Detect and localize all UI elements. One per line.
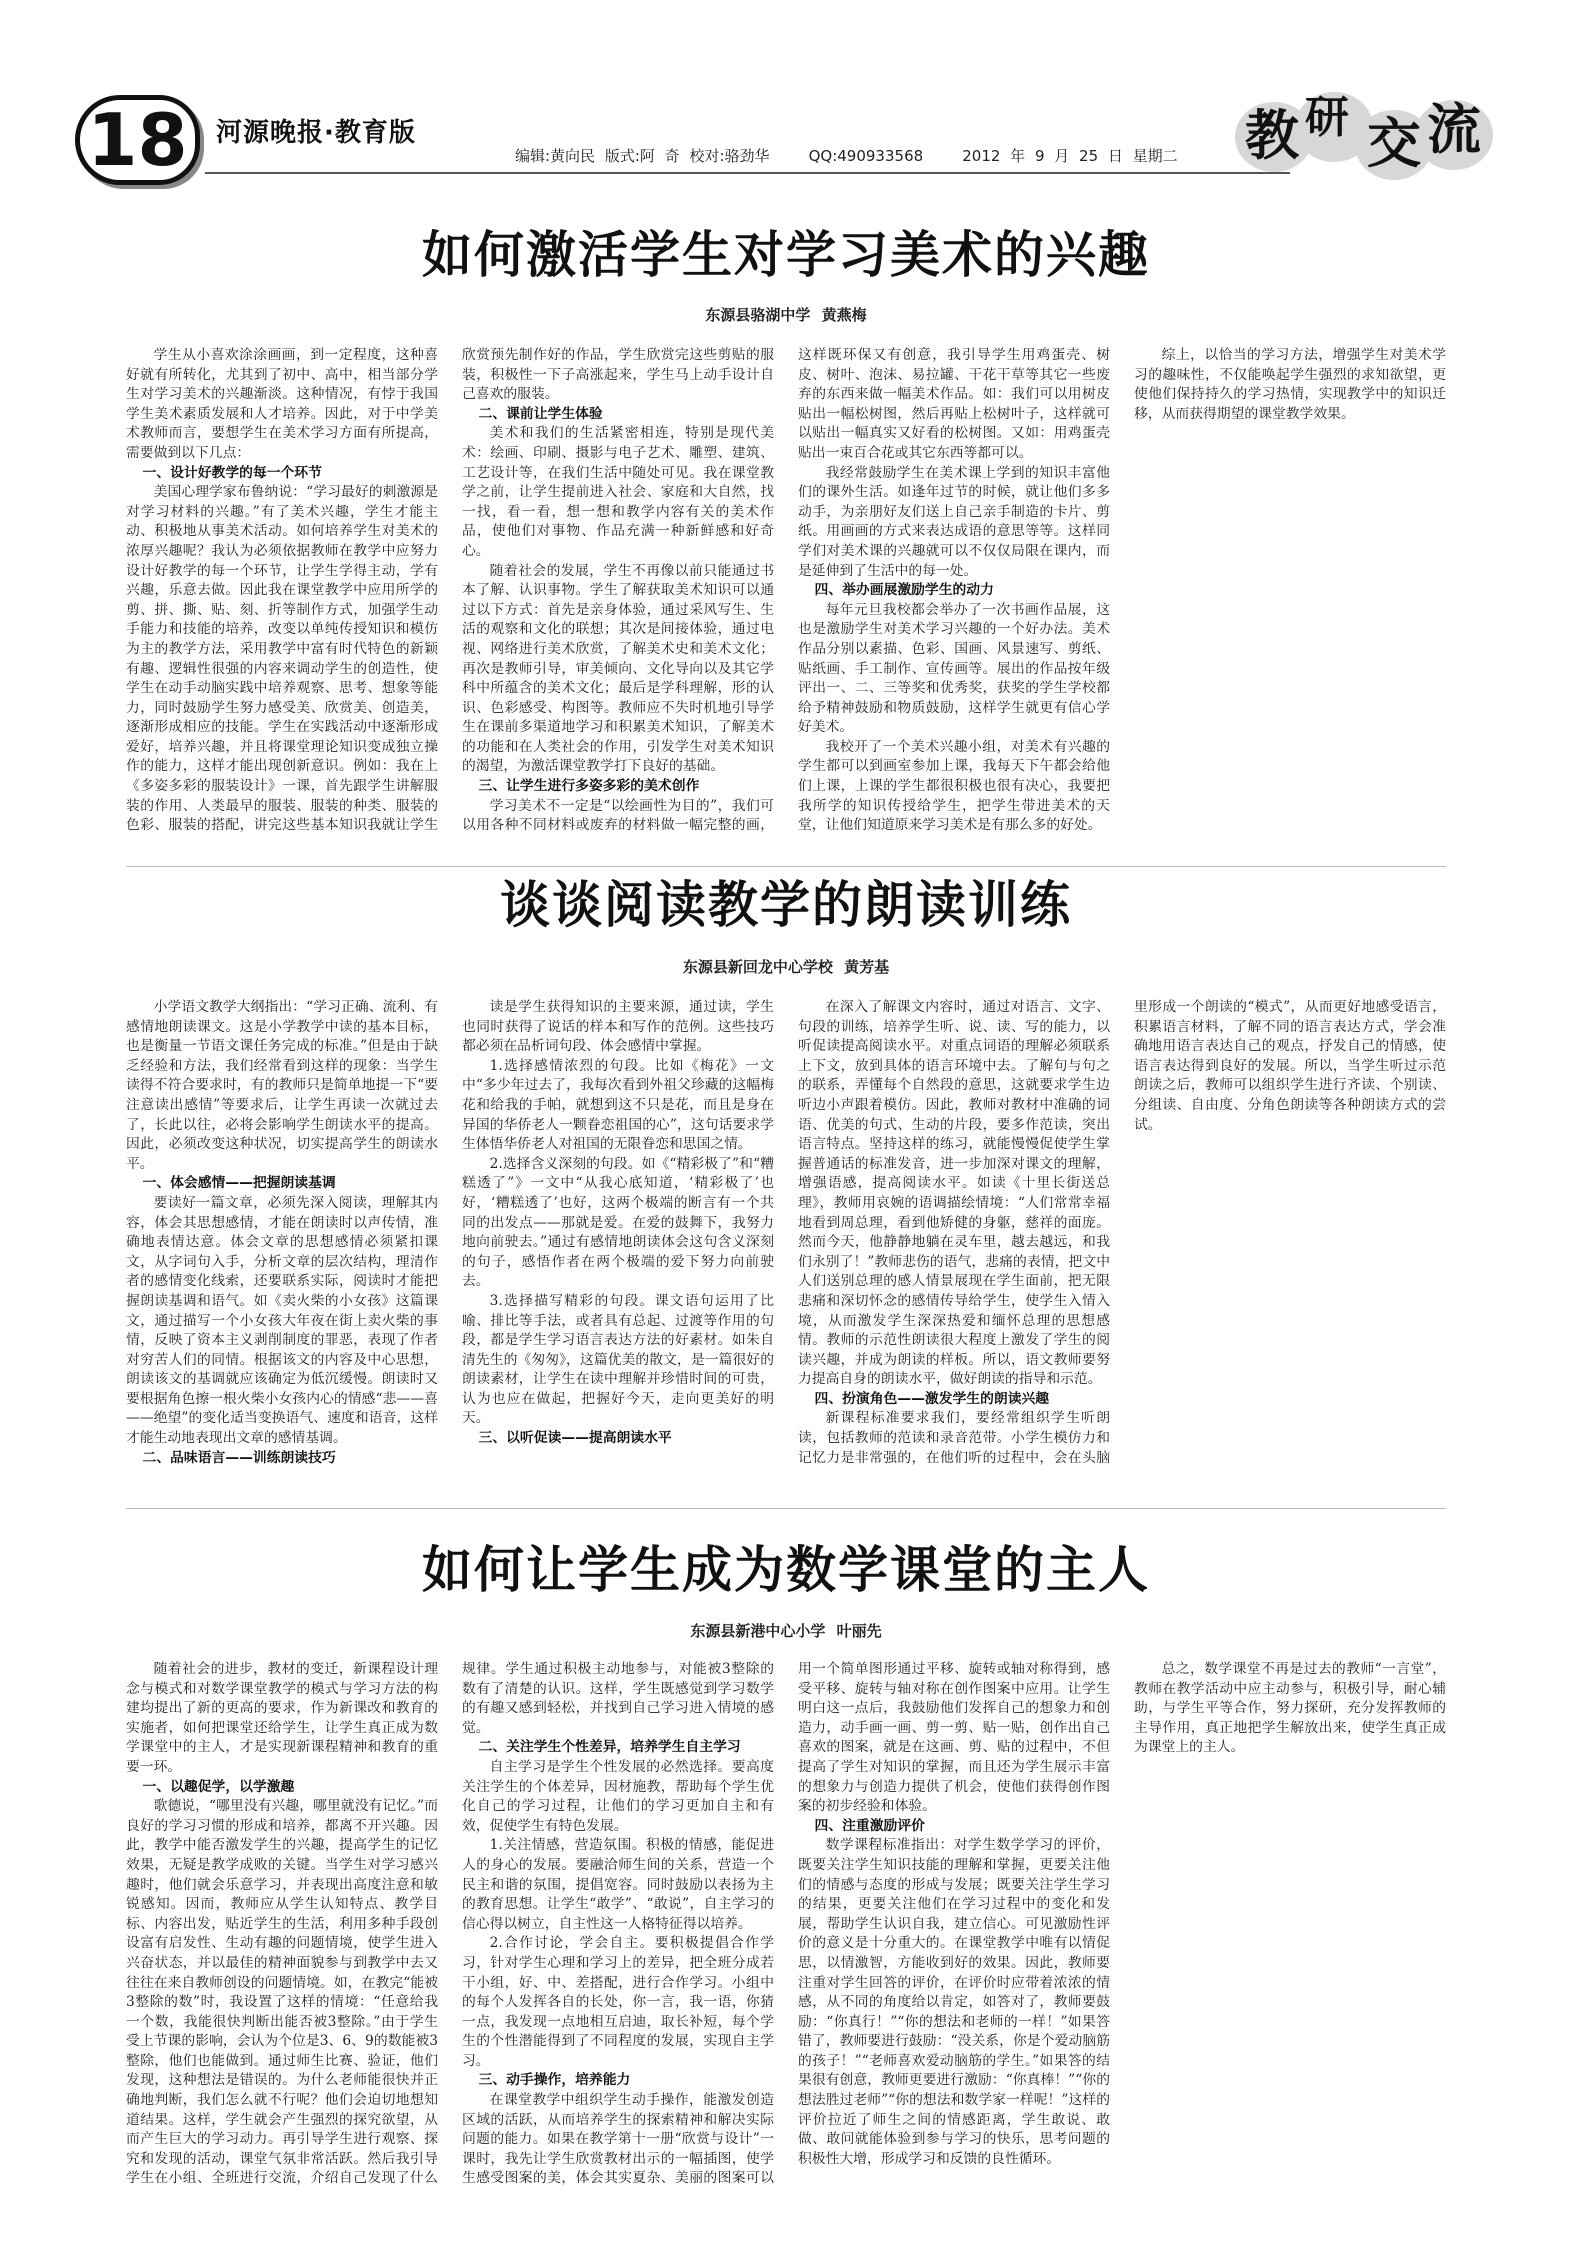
paragraph: 在课堂教学中组织学生动手操作，能激发创造区域的活跃，从而培养学生的探索精神和解决实际问题的能力。如果在教学第十一册“欣赏与设计”一课时，我先让学生欣赏教材出示的一幅插图，使学生感受图案的美，体会其实夏杂、美丽的图案可以用一个简单图形通过平移、旋转或轴对称得到，感受平移、旋转与轴对称在创作图案中应用。让学生明白这一点后，我鼓励他们发挥自己的想象力和创造力，动手画一画、剪一剪、贴一贴，创作出自己喜欢的图案，就是在这画、剪、贴的过程中，不但提高了学生对知识的掌握，而且还为学生展示丰富的想象力与创造力提供了机会，使他们获得创作图案的初步经验和体验。	[462, 1661, 1110, 2187]
paragraph: 1.关注情感，营造氛围。积极的情感，能促进人的身心的发展。要融洽师生间的关系，营造一个民主和谐的氛围，提倡宽容。同时鼓励以表扬为主的教育思想。让学生“敢学”、“敢说”，自主学习的信心得以树立，自主性这一人格特征得以培养。	[462, 1837, 774, 1932]
article-separator	[126, 866, 1446, 867]
paragraph: 随着社会的发展，学生不再像以前只能通过书本了解、认识事物。学生了解获取美术知识可以通过以下方式：首先是亲身体验，通过采风写生、生活的观察和文化的联想；其次是间接体验，通过电视、网络进行美术欣赏，了解美术史和美术文化；再次是教师引导，审美倾向、文化导向以及其它学科中所蕴含的美术文化；最后是学科理解，形的认识、色彩感受、构图等。教师应不失时机地引导学生在课前多渠道地学习和积累美术知识，了解美术的功能和在人类社会的作用，引发学生对美术知识的渴望，为激活课堂教学打下良好的基础。	[462, 562, 774, 775]
issue-date: 2012 年 9 月 25 日	[962, 147, 1123, 165]
paragraph: 美国心理学家布鲁纳说：“学习最好的刺激源是对学习材料的兴趣。”有了美术兴趣，学生才能主动、积极地从事美术活动。如何培养学生对美术的浓厚兴趣呢？我认为必须依据教师在教学中应努力设计好教学的每一个环节，让学生学得主动，学有兴趣，乐意去做。因此我在课堂教学中应用所学的剪、拼、撕、贴、刻、折等制作方式，加强学生动手能力和技能的培养，改变以单纯传授知识和模仿为主的教学方法，采用教学中富有时代特色的新颖有趣、逻辑性很强的内容来调动学生的创造性，使学生在动手动脑实践中培养观察、思考、想象等能力，同时鼓励学生努力感受美、欣赏美、创造美，逐渐形成相应的技能。学生在实践活动中逐渐形成爱好，培养兴趣，并且将课堂理论知识变成独立操作的能力，这样才能出现创新意识。例如：我在上《多姿多彩的服装设计》一课，首先跟学生讲解服装的作用、人类最早的服装、服装的种类、服装的色彩、服装的搭配，讲完这些基本知识我就让学生欣赏预先制作好的作品，学生欣赏完这些剪贴的服装，积极性一下子高涨起来，学生马上动手设计自己喜欢的服装。	[126, 347, 774, 834]
paragraph: 1.选择感情浓烈的句段。比如《梅花》一文中“多少年过去了，我每次看到外祖父珍藏的这幅梅花和给我的手帕，就想到这不只是花，而且是身在异国的华侨老人一颗眷恋祖国的心”，这句话要求学生体悟华侨老人对祖国的无限眷恋和思国之情。	[462, 1057, 774, 1153]
article-1-body	[126, 346, 1446, 852]
layout-credit: 版式:阿 奇	[604, 147, 680, 165]
paragraph: 我经常鼓励学生在美术课上学到的知识丰富他们的课外生活。如逢年过节的时候，就让他们多多动手，为亲朋好友们送上自己亲手制造的卡片、剪纸。用画画的方式来表达成语的意思等等。这样同学们对美术课的兴趣就可以不仅仅局限在课内，而是延伸到了生活中的每一处。	[798, 464, 1110, 579]
page-header	[0, 0, 1572, 200]
section-heading: 二、品味语言——训练朗读技巧	[142, 1449, 336, 1466]
paragraph: 学生从小喜欢涂涂画画，到一定程度，这种喜好就有所转化，尤其到了初中、高中，相当部分学生对学习美术的兴趣渐淡。这种情况，有悖于我国学生美术素质发展和人才培养。因此，对于中学美术教师而言，要想学生在美术学习方面有所提高，需要做到以下几点：	[126, 347, 438, 461]
header-rule	[205, 172, 1290, 174]
paragraph: 在深入了解课文内容时，通过对语言、文字、句段的训练，培养学生听、说、读、写的能力，以听促读提高阅读水平。对重点词语的理解必须联系上下文，放到具体的语言环境中去。了解句与句之的联系，弄懂每个自然段的意思，这就要求学生边听边小声跟着模仿。因此，教师对教材中准确的词语、优美的句式、生动的片段，要多作范读，突出语言特点。坚持这样的练习，就能慢慢促使学生掌握普通话的标准发音，进一步加深对课文的理解，增强语感，提高阅读水平。如读《十里长街送总理》，教师用哀婉的语调描绘情境：“人们常常幸福地看到周总理，看到他矫健的身躯，慈祥的面庞。然而今天，他静静地躺在灵车里，越去越远，和我们永别了！”教师悲伤的语气，悲痛的表情，把文中人们送别总理的感人情景展现在学生面前，把无限悲痛和深切怀念的感情传导给学生，使学生入情入境，从而激发学生深深热爱和缅怀总理的思想感情。教师的示范性朗读很大程度上激发了学生的阅读兴趣，并成为朗读的样板。所以，语文教师要努力提高自身的朗读水平，做好朗读的指导和示范。	[798, 999, 1110, 1388]
section-heading: 一、以趣促学，以学激趣	[142, 1778, 295, 1795]
page-number: 18	[75, 95, 200, 185]
section-logo	[1235, 92, 1495, 182]
paragraph: 3.选择描写精彩的句段。课文语句运用了比喻、排比等手法，或者具有总起、过渡等作用的句段，都是学生学习语言表达方法的好素材。如朱自清先生的《匆匆》，这篇优美的散文，是一篇很好的朗读素材，让学生在读中理解并珍惜时间的可贵，认为也应在做起，把握好今天，走向更美好的明天。	[462, 1292, 774, 1427]
paragraph: 小学语文教学大纲指出：“学习正确、流利、有感情地朗读课文。这是小学教学中读的基本目标，也是衡量一节语文课任务完成的标准。”但是由于缺乏经验和方法，我们经常看到这样的现象：当学生读得不符合要求时，有的教师只是简单地提一下“要注意读出感情”等要求后，让学生再读一次就过去了，长此以往，必将会影响学生朗读水平的提高。因此，必须改变这种状况，切实提高学生的朗读水平。	[126, 999, 438, 1172]
article-3-byline: 东源县新港中心小学 叶丽先	[690, 1622, 882, 1640]
section-heading: 三、动手操作，培养能力	[478, 2072, 631, 2089]
paragraph: 随着社会的进步，教材的变迁，新课程设计理念与模式和对数学课堂教学的模式与学习方法的构建均提出了新的更高的要求，作为新课改和教育的实施者，如何把课堂还给学生，让学生真正成为数学课堂中的主人，才是实现新课程精神和教育的重要一环。	[126, 1661, 438, 1775]
section-heading: 四、扮演角色——激发学生的朗读兴趣	[814, 1390, 1050, 1407]
section-heading: 四、举办画展激励学生的动力	[814, 582, 994, 599]
paragraph: 综上，以恰当的学习方法，增强学生对美术学习的趣味性，不仅能唤起学生强烈的求知欲望，更使他们保持持久的学习热情，实现教学中的知识迁移，从而获得期望的课堂教学效果。	[1134, 347, 1446, 422]
article-2-body	[126, 998, 1446, 1486]
paragraph: 2.合作讨论，学会自主。要积极提倡合作学习，针对学生心理和学习上的差异，把全班分成若干小组，好、中、差搭配，进行合作学习。小组中的每个人发挥各自的长处，你一言，我一语，你猜一点，我发现一点地相互启迪，取长补短，每个学生的个性潜能得到了不同程度的发展，实现自主学习。	[462, 1935, 774, 2069]
section-char: 研	[1305, 92, 1349, 143]
section-heading: 四、注重激励评价	[814, 1817, 925, 1834]
header-info	[515, 147, 1178, 165]
paragraph: 我校开了一个美术兴趣小组，对美术有兴趣的学生都可以到画室参加上课，我每天下午都会给他们上课，上课的学生都很积极也很有决心，我要把我所学的知识传授给学生，把学生带进美术的天堂，让他们知道原来学习美术是有那么多的好处。	[798, 738, 1110, 834]
article-separator	[126, 1508, 1446, 1509]
section-char: 交	[1367, 112, 1421, 175]
paragraph: 读是学生获得知识的主要来源，通过读，学生也同时获得了说话的样本和写作的范例。这些技巧都必须在品析词句段、体会感情中掌握。	[462, 999, 774, 1055]
article-3-title: 如何让学生成为数学课堂的主人	[422, 1541, 1150, 1599]
section-heading: 三、让学生进行多姿多彩的美术创作	[478, 778, 700, 795]
section-char: 流	[1427, 98, 1481, 161]
section-heading: 一、设计好教学的每一个环节	[142, 464, 322, 481]
paragraph: 新课程标准要求我们，要经常组织学生听朗读，包括教师的范读和录音范带。小学生模仿力和记忆力是非常强的，在他们听的过程中，会在头脑里形成一个朗读的“模式”，从而更好地感受语言，积累语言材料，了解不同的语言表达方式，学会准确地用语言表达自己的观点，抒发自己的情感，使语言表达得到良好的发展。所以，当学生听过示范朗读之后，教师可以组织学生进行齐读、个别读、分组读、自由度、分角色朗读等各种朗读方式的尝试。	[798, 999, 1446, 1466]
section-heading: 三、以听促读——提高朗读水平	[478, 1430, 672, 1447]
paragraph: 歌德说，“哪里没有兴趣，哪里就没有记忆。”而良好的学习习惯的形成和培养，都离不开兴趣。因此，教学中能否激发学生的兴趣，提高学生的记忆效果，无疑是教学成败的关键。当学生对学习感兴趣时，他们就会乐意学习，并表现出高度注意和敏锐感知。因而，教师应从学生认知特点、教学目标、内容出发，贴近学生的生活，利用多种手段创设富有启发性、生动有趣的问题情境，使学生进入兴奋状态，并以最佳的精神面貌参与到教学中去又往往在来自教师创设的问题情境。如，在教完“能被3整除的数”时，我设置了这样的情境：“任意给我一个数，我能很快判断出能否被3整除。”由于学生受上节课的影响，会认为个位是3、6、9的数能被3整除，他们也能做到。通过师生比赛、验证，他们发现，这种想法是错误的。为什么老师能很快并正确地判断，我们怎么就不行呢？他们会迫切地想知道结果。这样，学生就会产生强烈的探究欲望，从而产生巨大的学习动力。再引导学生进行观察、探究和发现的活动，课堂气氛非常活跃。然后我引导学生在小组、全班进行交流，介绍自己发现了什么规律。学生通过积极主动地参与，对能被3整除的数有了清楚的认识。这样，学生既感觉到学习数学的有趣又感到轻松，并找到自己学习进入情境的感觉。	[126, 1661, 774, 2187]
editor: 编辑:黄向民	[515, 147, 596, 165]
proofread-credit: 校对:骆劲华	[689, 147, 770, 165]
article-1-byline: 东源县骆湖中学 黄燕梅	[705, 306, 867, 324]
section-heading: 一、体会感情——把握朗读基调	[142, 1175, 336, 1192]
paragraph: 总之，数学课堂不再是过去的教师“一言堂”，教师在教学活动中应主动参与，积极引导，耐心辅助，与学生平等合作，努力探研，充分发挥教师的主导作用，真正地把学生解放出来，使学生真正成为课堂上的主人。	[1134, 1661, 1446, 1756]
paragraph: 2.选择含义深刻的句段。如《“精彩极了”和“糟糕透了”》一文中“从我心底知道，‘精彩极了’也好，‘糟糕透了’也好，这两个极端的断言有一个共同的出发点——那就是爱。在爱的鼓舞下，我努力地向前驶去。”通过有感情地朗读体会这句含义深刻的句子，感悟作者在两个极端的爱下努力向前驶去。	[462, 1155, 774, 1290]
paragraph: 每年元旦我校都会举办了一次书画作品展，这也是激励学生对美术学习兴趣的一个好办法。美术作品分别以素描、色彩、国画、风景速写、剪纸、贴纸画、手工制作、宣传画等。展出的作品按年级评出一、二、三等奖和优秀奖，获奖的学生学校都给予精神鼓励和物质鼓励，这样学生就更有信心学好美术。	[798, 601, 1110, 736]
article-2-byline: 东源县新回龙中心学校 黄芳基	[682, 958, 890, 976]
section-heading: 二、关注学生个性差异，培养学生自主学习	[478, 1739, 741, 1756]
article-3-body	[126, 1660, 1446, 2208]
paragraph: 数学课程标准指出：对学生数学学习的评价，既要关注学生知识技能的理解和掌握，更要关注他们的情感与态度的形成与发展；既要关注学生学习的结果，更要关注他们在学习过程中的变化和发展，帮助学生认识自我，建立信心。可见激励性评价的意义是十分重大的。在课堂教学中唯有以情促思，以情激智，方能收到好的效果。因此，教师要注重对学生回答的评价，在评价时应带着浓浓的情感，从不同的角度给以肯定，如答对了，教师要鼓励：“你真行！”“你的想法和老师的一样！”如果答错了，教师要进行鼓励：“没关系，你是个爱动脑筋的孩子！”“老师喜欢爱动脑筋的学生。”如果答的结果很有创意，教师更要进行激励：“你真棒！”“你的想法胜过老师”“你的想法和数学家一样呢！”这样的评价拉近了师生之间的情感距离，学生敢说、敢做、敢问就能体验到参与学习的快乐，思考问题的积极性大增，形成学习和反馈的良性循环。	[798, 1837, 1110, 2167]
paragraph: 学习美术不一定是“以绘画性为目的”，我们可以用各种不同材料或废弃的材料做一幅完整的画，这样既环保又有创意，我引导学生用鸡蛋壳、树皮、树叶、泡沫、易拉罐、干花干草等其它一些废弃的东西来做一幅美术作品。如：我们可以用树皮贴出一幅松树图，然后再贴上松树叶子，这样就可以贴出一幅真实又好看的松树图。又如：用鸡蛋壳贴出一束百合花或其它东西等都可以。	[462, 347, 1110, 834]
section-heading: 二、课前让学生体验	[478, 405, 603, 422]
paragraph: 自主学习是学生个性发展的必然选择。要高度关注学生的个体差异，因材施教，帮助每个学生优化自己的学习过程，让他们的学习更加自主和有效，促使学生有特色发展。	[462, 1758, 774, 1834]
paragraph: 要读好一篇文章，必须先深入阅读，理解其内容，体会其思想感情，才能在朗读时以声传情，准确地表情达意。体会文章的思想感情必须紧扣课文，从字词句入手，分析文章的层次结构，理清作者的感情变化线索，还要联系实际，阅读时才能把握朗读基调和语气。如《卖火柴的小女孩》这篇课文，通过描写一个小女孩大年夜在街上卖火柴的事情，反映了资本主义剥削制度的罪恶，表现了作者对穷苦人们的同情。根据该文的内容及中心思想，朗读该文的基调就应该确定为低沉缓慢。朗读时又要根据角色擦一根火柴小女孩内心的情感“悲——喜——绝望”的变化适当变换语气、速度和语音，这样才能生动地表现出文章的感情基调。	[126, 1194, 438, 1447]
qq-number: QQ:490933568	[808, 147, 924, 165]
article-2-title: 谈谈阅读教学的朗读训练	[500, 876, 1072, 934]
issue-weekday: 星期二	[1132, 147, 1178, 165]
article-1-title: 如何激活学生对学习美术的兴趣	[422, 226, 1150, 284]
paragraph: 美术和我们的生活紧密相连，特别是现代美术：绘画、印刷、摄影与电子艺术、雕塑、建筑、工艺设计等，在我们生活中随处可见。我在课堂教学之前，让学生提前进入社会、家庭和大自然，找一找，看一看，想一想和教学内容有关的美术作品，使他们对事物、作品充满一种新鲜感和好奇心。	[462, 425, 774, 559]
paper-name: 河源晚报·教育版	[216, 118, 416, 148]
section-char: 教	[1245, 104, 1299, 167]
